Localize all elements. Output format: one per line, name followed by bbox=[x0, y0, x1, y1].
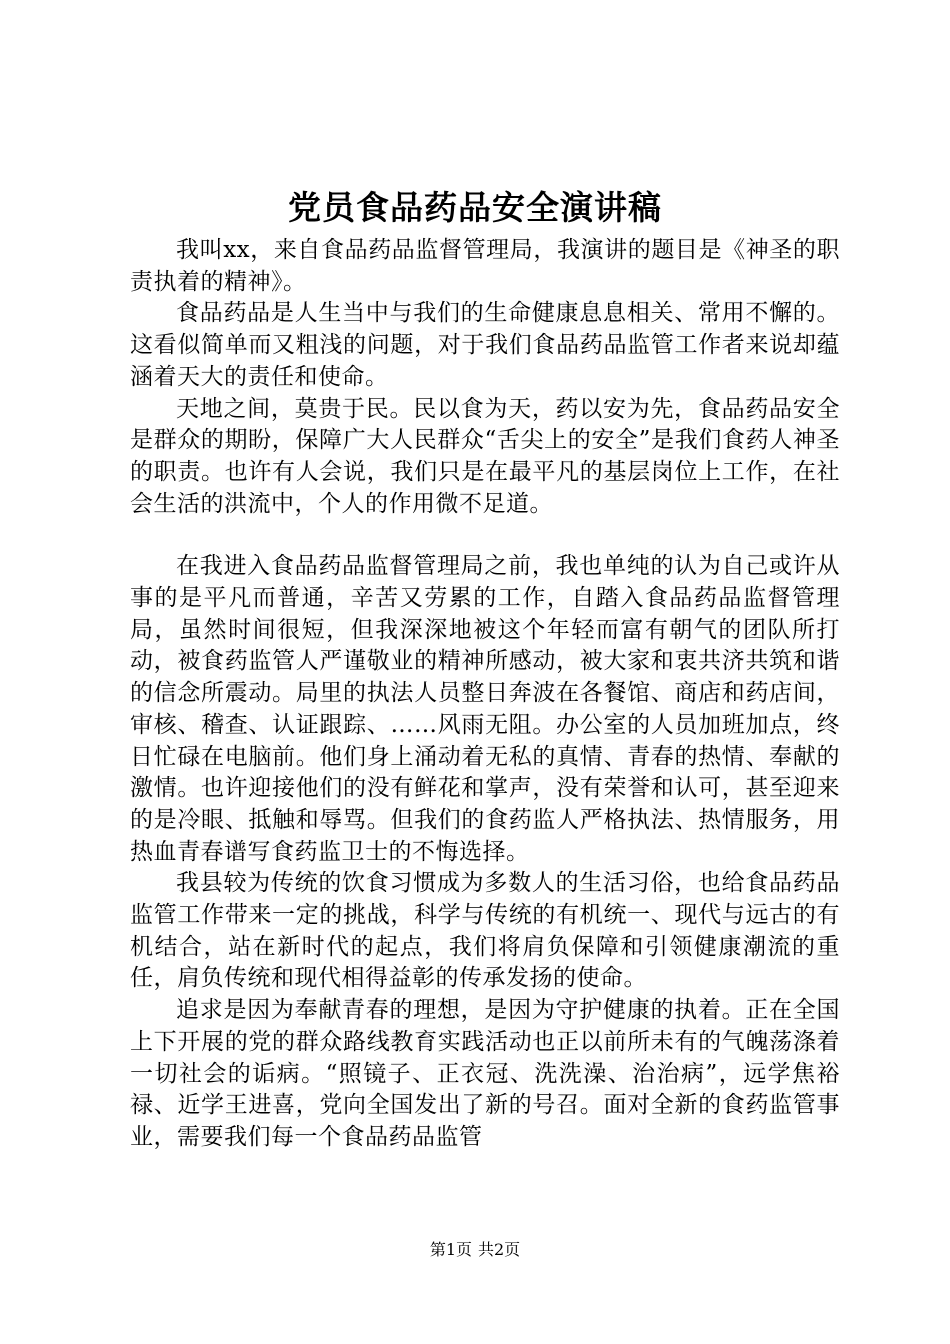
paragraph-1: 我叫xx，来自食品药品监督管理局，我演讲的题目是《神圣的职责执着的精神》。 bbox=[130, 237, 840, 295]
paragraph-3: 天地之间，莫贵于民。民以食为天，药以安为先，食品药品安全是群众的期盼，保障广大人民群众“舌尖上的安全”是我们食药人神圣的职责。也许有人会说，我们只是在最平凡的基层岗位上工作，在社会生活的洪流中，个人的作用微不足道。 bbox=[130, 395, 840, 517]
page-footer bbox=[0, 1238, 950, 1262]
paragraph-4: 在我进入食品药品监督管理局之前，我也单纯的认为自己或许从事的是平凡而普通，辛苦又劳累的工作，自踏入食品药品监督管理局，虽然时间很短，但我深深地被这个年轻而富有朝气的团队所打动，被食药监管人严谨敬业的精神所感动，被大家和衷共济共筑和谐的信念所震动。局里的执法人员整日奔波在各餐馆、商店和药店间，审核、稽查、认证跟踪、……风雨无阻。办公室的人员加班加点，终日忙碌在电脑前。他们身上涌动着无私的真情、青春的热情、奉献的激情。也许迎接他们的没有鲜花和掌声，没有荣誉和认可，甚至迎来的是冷眼、抵触和辱骂。但我们的食药监人严格执法、热情服务，用热血青春谱写食药监卫士的不悔选择。 bbox=[130, 553, 840, 865]
document-title: 党员食品药品安全演讲稿 bbox=[288, 188, 662, 227]
paragraph-6: 追求是因为奉献青春的理想，是因为守护健康的执着。正在全国上下开展的党的群众路线教育实践活动也正以前所未有的气魄荡涤着一切社会的诟病。“照镜子、正衣冠、洗洗澡、治治病”，远学焦裕禄、近学王进喜，党向全国发出了新的号召。面对全新的食药监管事业，需要我们每一个食品药品监管 bbox=[130, 997, 840, 1150]
paragraph-2: 食品药品是人生当中与我们的生命健康息息相关、常用不懈的。这看似简单而又粗浅的问题，对于我们食品药品监管工作者来说却蕴涵着天大的责任和使命。 bbox=[130, 300, 840, 390]
page-total: 共2页 bbox=[478, 1240, 521, 1259]
document-body bbox=[130, 235, 840, 1154]
page-number: 第1页 bbox=[429, 1240, 472, 1259]
paragraph-5: 我县较为传统的饮食习惯成为多数人的生活习俗，也给食品药品监管工作带来一定的挑战，科学与传统的有机统一、现代与远古的有机结合，站在新时代的起点，我们将肩负保障和引领健康潮流的重任，肩负传统和现代相得益彰的传承发扬的使命。 bbox=[130, 870, 840, 992]
